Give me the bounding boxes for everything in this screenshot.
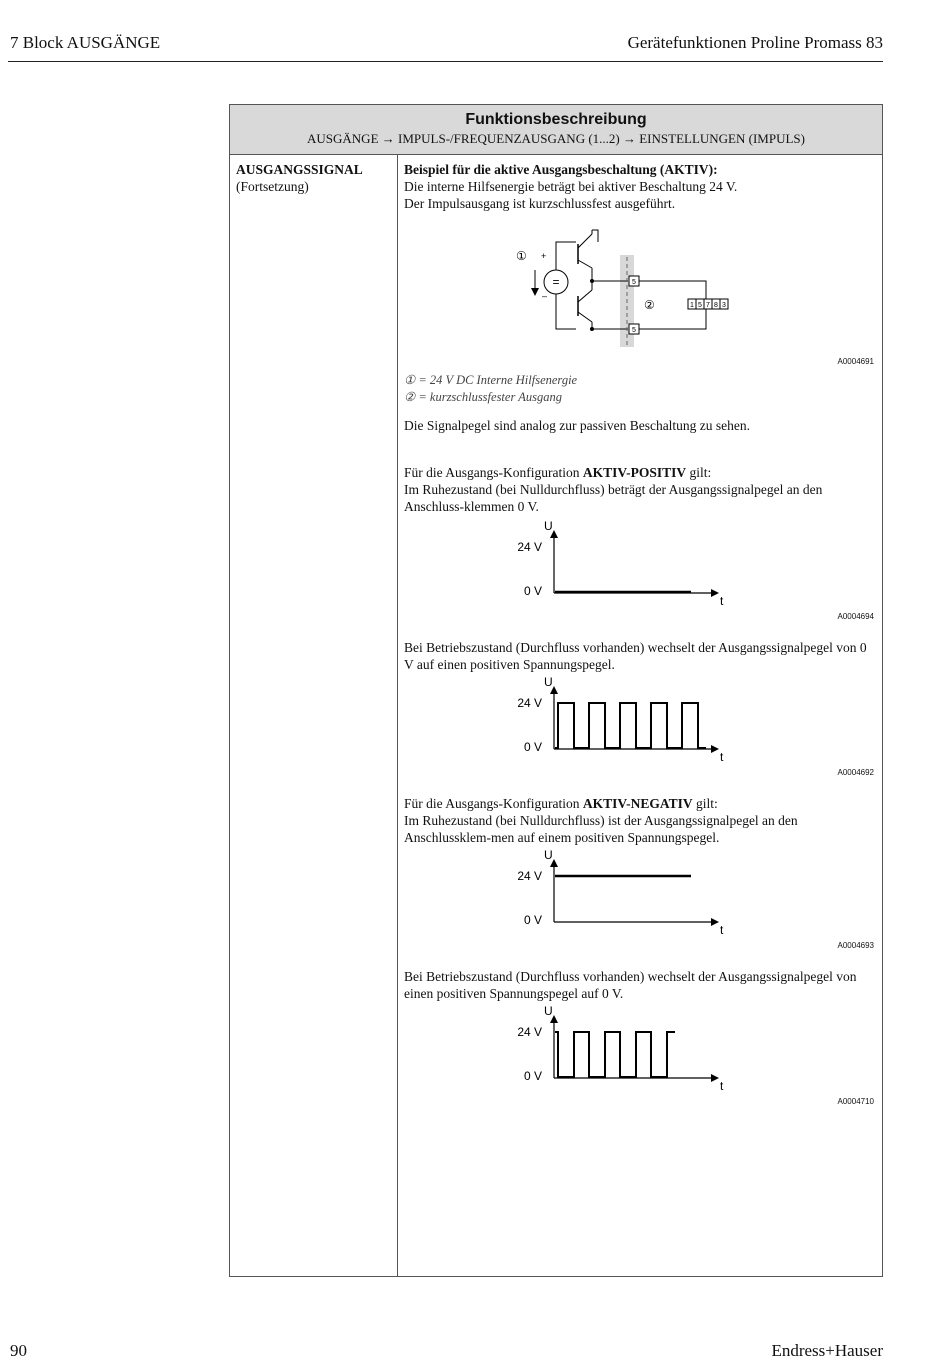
chart-positive-operation-svg: [404, 673, 878, 783]
page-number: 90: [10, 1341, 27, 1360]
header-rule: [8, 61, 883, 62]
negative-rest-text: Im Ruhezustand (bei Nulldurchfluss) ist der Ausgangssignalpegel an den Anschlussklem-men auf einem positiven Spannungspegel.: [404, 813, 798, 845]
x-axis-arrow-icon: [711, 1074, 719, 1082]
example-title: Beispiel für die aktive Ausgangsbeschaltung (AKTIV):: [404, 162, 718, 177]
passive-note: Die Signalpegel sind analog zur passiven Beschaltung zu sehen.: [404, 418, 751, 433]
column-divider: [397, 155, 398, 1276]
description-line-2: Der Impulsausgang ist kurzschlussfest ausgeführt.: [404, 196, 676, 211]
chart-positive-rest-svg: [404, 517, 878, 627]
y-tick-0v: 0 V: [523, 1069, 542, 1083]
marker-2: ②: [644, 298, 655, 312]
y-tick-24v: 24 V: [517, 540, 542, 554]
negative-operation-text: Bei Betriebszustand (Durchfluss vorhanden) wechselt der Ausgangssignalpegel von einen positiven Spannungspegel auf 0 V.: [404, 969, 857, 1001]
chart-negative-operation-svg: [404, 1002, 878, 1112]
chart-negative-rest: [404, 846, 878, 956]
x-axis-arrow-icon: [711, 745, 719, 753]
dc-source-symbol: =: [552, 275, 560, 289]
chart-positive-rest: [404, 517, 878, 627]
svg-text:8: 8: [714, 302, 718, 309]
circuit-figure: [404, 212, 878, 372]
continuation-note: (Fortsetzung): [236, 179, 309, 194]
positive-operation-text: Bei Betriebszustand (Durchfluss vorhanden) wechselt der Ausgangssignalpegel von 0 V auf einen positiven Spannungspegel.: [404, 640, 867, 672]
circuit-diagram: [404, 212, 878, 372]
svg-text:5: 5: [632, 327, 636, 334]
function-name: AUSGANGSSIGNAL: [236, 162, 363, 177]
chart-negative-rest-svg: [404, 846, 878, 956]
x-axis-label: t: [720, 1079, 724, 1093]
y-tick-0v: 0 V: [523, 584, 542, 598]
x-axis-arrow-icon: [711, 918, 719, 926]
menu-path: AUSGÄNGE → IMPULS-/FREQUENZAUSGANG (1...2) → EINSTELLUNGEN (IMPULS): [307, 131, 805, 146]
svg-text:3: 3: [722, 302, 726, 309]
svg-text:7: 7: [706, 302, 710, 309]
y-axis-label: U: [544, 1004, 553, 1018]
brand-name: Endress+Hauser: [771, 1341, 883, 1360]
minus-sign: –: [542, 291, 548, 301]
svg-text:1: 1: [690, 302, 694, 309]
positive-rest-text: Im Ruhezustand (bei Nulldurchfluss) beträgt der Ausgangssignalpegel an den Anschluss-klemmen 0 V.: [404, 482, 823, 514]
signal-waveform: [555, 1032, 675, 1077]
x-axis-arrow-icon: [711, 589, 719, 597]
figure-id-positive-rest: A0004694: [837, 612, 874, 621]
legend-1: ① = 24 V DC Interne Hilfsenergie: [404, 373, 578, 387]
section-header: 7 Block AUSGÄNGE: [10, 33, 161, 52]
x-axis-label: t: [720, 923, 724, 937]
y-axis-label: U: [544, 848, 553, 862]
signal-waveform: [555, 703, 706, 748]
y-tick-0v: 0 V: [523, 913, 542, 927]
negative-intro: Für die Ausgangs-Konfiguration AKTIV-NEGATIV gilt:: [404, 796, 718, 811]
table-title: Funktionsbeschreibung: [465, 111, 647, 128]
svg-text:5: 5: [632, 279, 636, 286]
positive-intro: Für die Ausgangs-Konfiguration AKTIV-POSITIV gilt:: [404, 465, 712, 480]
counter-terminal-block: [688, 299, 728, 309]
marker-1: ①: [516, 249, 527, 263]
chart-positive-operation: [404, 673, 878, 783]
figure-id-circuit: A0004691: [837, 357, 874, 366]
function-name-cell: [236, 161, 363, 195]
y-tick-0v: 0 V: [523, 740, 542, 754]
chart-negative-operation: [404, 1002, 878, 1112]
x-axis-label: t: [720, 750, 724, 764]
document-title: Gerätefunktionen Proline Promass 83: [627, 33, 883, 52]
figure-id-negative-rest: A0004693: [837, 941, 874, 950]
x-axis-label: t: [720, 594, 724, 608]
svg-text:5: 5: [698, 302, 702, 309]
function-table: [229, 104, 883, 1277]
y-axis-label: U: [544, 519, 553, 533]
y-tick-24v: 24 V: [517, 1025, 542, 1039]
function-description-cell: [404, 161, 878, 1112]
legend-2: ② = kurzschlussfester Ausgang: [404, 390, 562, 404]
plus-sign: +: [541, 251, 547, 261]
voltage-arrow-icon: [531, 288, 539, 296]
y-axis-label: U: [544, 675, 553, 689]
figure-id-positive-operation: A0004692: [837, 768, 874, 777]
y-tick-24v: 24 V: [517, 869, 542, 883]
y-tick-24v: 24 V: [517, 696, 542, 710]
description-line-1: Die interne Hilfsenergie beträgt bei aktiver Beschaltung 24 V.: [404, 179, 738, 194]
table-header: [230, 105, 882, 155]
figure-id-negative-operation: A0004710: [837, 1097, 874, 1106]
